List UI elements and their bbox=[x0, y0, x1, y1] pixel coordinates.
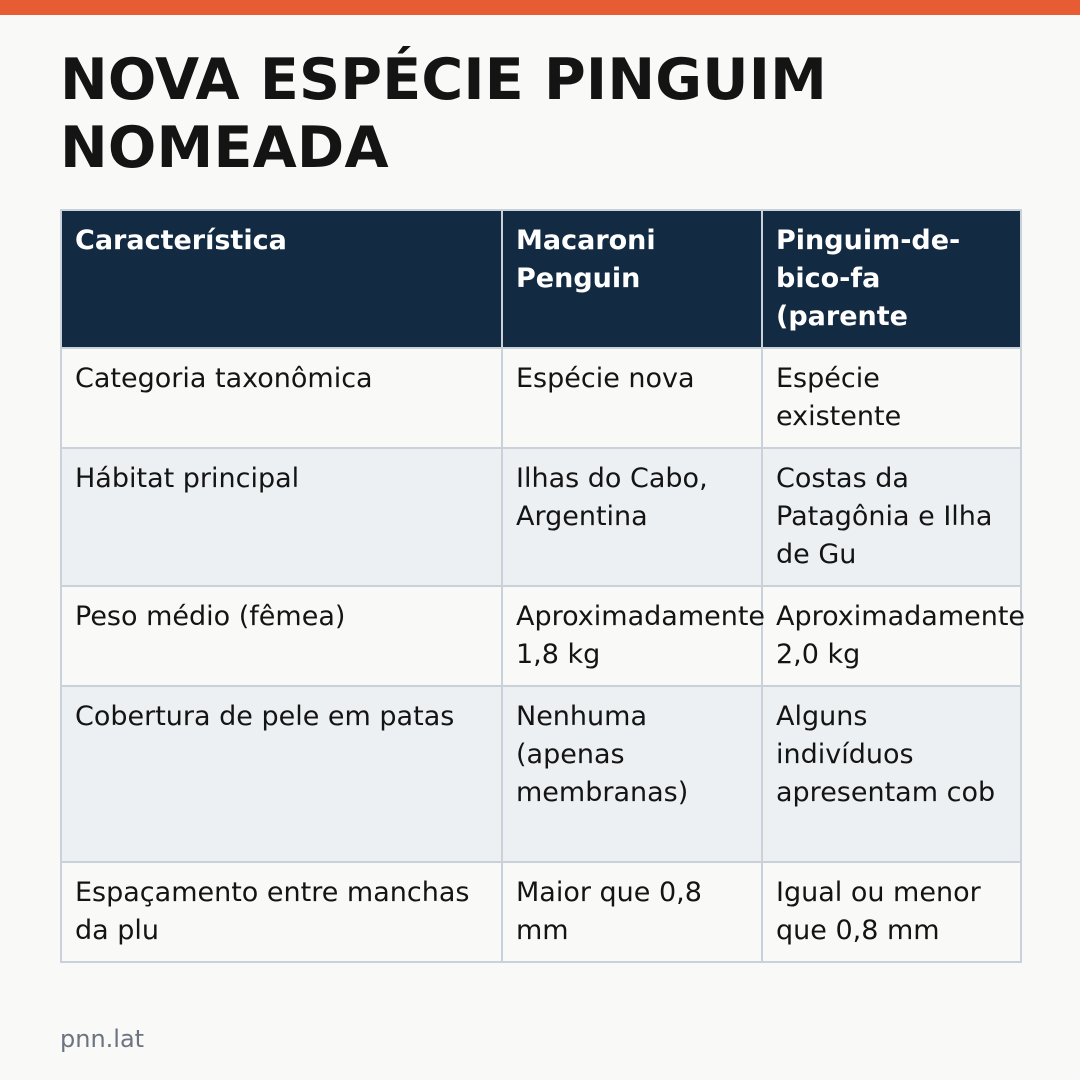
table-row bbox=[61, 862, 1021, 962]
table-cell: Peso médio (fêmea) bbox=[61, 586, 502, 686]
table-cell: Cobertura de pele em patas bbox=[61, 686, 502, 862]
source-label: pnn.lat bbox=[60, 1025, 145, 1053]
table-cell: Categoria taxonômica bbox=[61, 348, 502, 448]
table-cell: Costas da Patagônia e Ilha de Gu bbox=[762, 448, 1021, 586]
table-row bbox=[61, 448, 1021, 586]
headline: NOVA ESPÉCIE PINGUIM NOMEADA bbox=[60, 47, 828, 181]
table-cell: Alguns indivíduos apresentam cob bbox=[762, 686, 1021, 862]
table-row bbox=[61, 586, 1021, 686]
table-cell: Hábitat principal bbox=[61, 448, 502, 586]
column-header-relative-species: Pinguim-de-bico-fa (parente bbox=[762, 210, 1021, 348]
column-header-new-species: Macaroni Penguin bbox=[502, 210, 762, 348]
table-cell: Aproximadamente 2,0 kg bbox=[762, 586, 1021, 686]
table-cell: Maior que 0,8 mm bbox=[502, 862, 762, 962]
table-header-row bbox=[61, 210, 1021, 348]
table-cell: Ilhas do Cabo, Argentina bbox=[502, 448, 762, 586]
table-row bbox=[61, 686, 1021, 862]
table-cell: Aproximadamente 1,8 kg bbox=[502, 586, 762, 686]
table-cell: Espécie nova bbox=[502, 348, 762, 448]
table-cell: Espécie existente bbox=[762, 348, 1021, 448]
table-cell: Espaçamento entre manchas da plu bbox=[61, 862, 502, 962]
comparison-table bbox=[60, 209, 1026, 963]
table-cell: Igual ou menor que 0,8 mm bbox=[762, 862, 1021, 962]
table-cell: Nenhuma (apenas membranas) bbox=[502, 686, 762, 862]
accent-bar bbox=[0, 0, 1080, 15]
table-row bbox=[61, 348, 1021, 448]
column-header-characteristic: Característica bbox=[61, 210, 502, 348]
